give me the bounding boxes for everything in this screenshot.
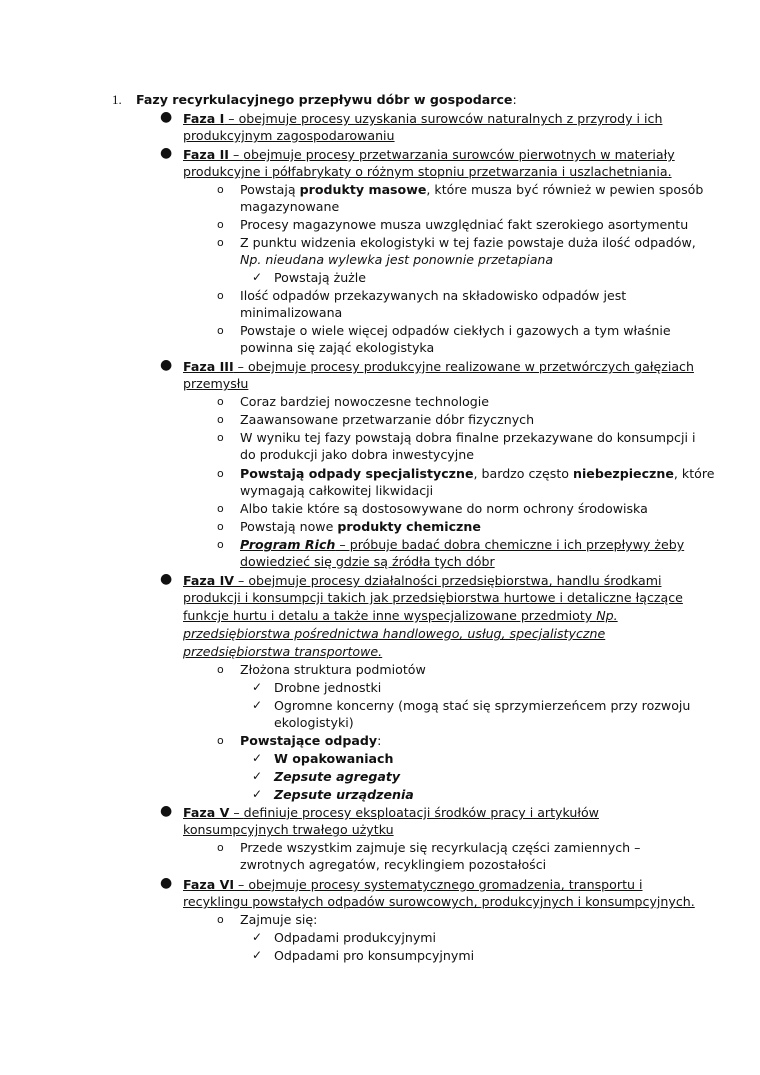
- section-heading: Fazy recyrkulacyjnego przepływu dóbr w gospodarce:: [136, 92, 517, 107]
- phase3-item3-cont: do produkcji jako dobra inwestycyjne: [240, 447, 474, 462]
- phase3-item7: Program Rich – próbuje badać dobra chemiczne i ich przepływy żeby: [240, 537, 685, 552]
- phase1-line1: Faza I – obejmuje procesy uzyskania surowców naturalnych z przyrody i ich: [183, 111, 663, 126]
- bullet-icon: ●: [160, 571, 173, 587]
- phase2-check1: Powstają żużle: [274, 270, 367, 285]
- phase2-line2: produkcyjne i półfabrykaty o różnym stopniu przetwarzania i uszlachetniania.: [183, 164, 672, 179]
- phase3-item5: Albo takie które są dostosowywane do norm ochrony środowiska: [240, 501, 648, 516]
- phase3-item4-cont: wymagają całkowitej likwidacji: [240, 483, 434, 498]
- phase3-item2: Zaawansowane przetwarzanie dóbr fizycznych: [240, 412, 535, 427]
- phase3-item1: Coraz bardziej nowoczesne technologie: [240, 394, 490, 409]
- phase3-item6: Powstają nowe produkty chemiczne: [240, 519, 481, 534]
- bullet-icon: ●: [160, 357, 173, 373]
- phase2-item3-cont: Np. nieudana wylewka jest ponownie przetapiana: [240, 252, 554, 267]
- circle-bullet-icon: o: [217, 538, 224, 551]
- phase6-line1: Faza VI – obejmuje procesy systematycznego gromadzenia, transportu i: [183, 877, 643, 892]
- phase4-line5: przedsiębiorstwa transportowe.: [183, 644, 383, 659]
- phase2-line1: Faza II – obejmuje procesy przetwarzania surowców pierwotnych w materiały: [183, 147, 675, 162]
- phase2-item1: Powstają produkty masowe, które musza być również w pewien sposób: [240, 182, 704, 197]
- checkmark-icon: ✓: [252, 787, 263, 801]
- phase3-line2: przemysłu: [183, 376, 249, 391]
- phase4-check5: Zepsute urządzenia: [274, 787, 414, 802]
- checkmark-icon: ✓: [252, 270, 263, 284]
- checkmark-icon: ✓: [252, 698, 263, 712]
- list-number: 1.: [112, 92, 122, 107]
- checkmark-icon: ✓: [252, 769, 263, 783]
- phase5-item1: Przede wszystkim zajmuje się recyrkulacją części zamiennych –: [240, 840, 641, 855]
- phase4-line3: funkcje hurtu i detalu a także inne wyspecjalizowane przedmioty Np.: [183, 608, 618, 623]
- circle-bullet-icon: o: [217, 218, 224, 231]
- phase4-item1: Złożona struktura podmiotów: [240, 662, 426, 677]
- phase4-item2: Powstające odpady:: [240, 733, 382, 748]
- circle-bullet-icon: o: [217, 663, 224, 676]
- circle-bullet-icon: o: [217, 289, 224, 302]
- bullet-icon: ●: [160, 875, 173, 891]
- phase3-item7-cont: dowiedzieć się gdzie są źródła tych dóbr: [240, 554, 495, 569]
- circle-bullet-icon: o: [217, 502, 224, 515]
- phase2-item4-cont: minimalizowana: [240, 305, 343, 320]
- checkmark-icon: ✓: [252, 948, 263, 962]
- circle-bullet-icon: o: [217, 236, 224, 249]
- phase3-item3: W wyniku tej fazy powstają dobra finalne przekazywane do konsumpcji i: [240, 430, 696, 445]
- phase5-line1: Faza V – definiuje procesy eksploatacji środków pracy i artykułów: [183, 805, 599, 820]
- phase2-item2: Procesy magazynowe musza uwzględniać fakt szerokiego asortymentu: [240, 217, 689, 232]
- phase4-check2: Ogromne koncerny (mogą stać się sprzymierzeńcem przy rozwoju: [274, 698, 691, 713]
- phase4-line1: Faza IV – obejmuje procesy działalności przedsiębiorstwa, handlu środkami: [183, 573, 662, 588]
- phase4-check1: Drobne jednostki: [274, 680, 382, 695]
- bullet-icon: ●: [160, 109, 173, 125]
- phase6-check2: Odpadami pro konsumpcyjnymi: [274, 948, 475, 963]
- phase2-item4: Ilość odpadów przekazywanych na składowisko odpadów jest: [240, 288, 627, 303]
- circle-bullet-icon: o: [217, 913, 224, 926]
- phase4-check2-cont: ekologistyki): [274, 715, 354, 730]
- phase3-item4: Powstają odpady specjalistyczne, bardzo często niebezpieczne, które: [240, 466, 715, 481]
- phase1-line2: produkcyjnym zagospodarowaniu: [183, 128, 395, 143]
- circle-bullet-icon: o: [217, 413, 224, 426]
- phase4-check3: W opakowaniach: [274, 751, 394, 766]
- phase4-check4: Zepsute agregaty: [274, 769, 401, 784]
- checkmark-icon: ✓: [252, 751, 263, 765]
- phase2-item5-cont: powinna się zająć ekologistyka: [240, 340, 435, 355]
- phase6-item1: Zajmuje się:: [240, 912, 318, 927]
- bullet-icon: ●: [160, 145, 173, 161]
- phase2-item3: Z punktu widzenia ekologistyki w tej fazie powstaje duża ilość odpadów,: [240, 235, 696, 250]
- circle-bullet-icon: o: [217, 520, 224, 533]
- phase4-line2: produkcji i konsumpcji takich jak przedsiębiorstwa hurtowe i detaliczne łączące: [183, 590, 683, 605]
- circle-bullet-icon: o: [217, 324, 224, 337]
- phase6-line2: recyklingu powstałych odpadów surowcowych, produkcyjnych i konsumpcyjnych.: [183, 894, 695, 909]
- circle-bullet-icon: o: [217, 734, 224, 747]
- phase5-line2: konsumpcyjnych trwałego użytku: [183, 822, 394, 837]
- bullet-icon: ●: [160, 803, 173, 819]
- phase2-item5: Powstaje o wiele więcej odpadów ciekłych i gazowych a tym właśnie: [240, 323, 671, 338]
- circle-bullet-icon: o: [217, 395, 224, 408]
- phase6-check1: Odpadami produkcyjnymi: [274, 930, 437, 945]
- checkmark-icon: ✓: [252, 930, 263, 944]
- phase3-line1: Faza III – obejmuje procesy produkcyjne realizowane w przetwórczych gałęziach: [183, 359, 694, 374]
- circle-bullet-icon: o: [217, 841, 224, 854]
- circle-bullet-icon: o: [217, 183, 224, 196]
- circle-bullet-icon: o: [217, 431, 224, 444]
- phase2-item1-cont: magazynowane: [240, 199, 340, 214]
- phase4-line4: przedsiębiorstwa pośrednictwa handlowego, usług, specjalistyczne: [183, 626, 606, 641]
- checkmark-icon: ✓: [252, 680, 263, 694]
- circle-bullet-icon: o: [217, 467, 224, 480]
- phase5-item1-cont: zwrotnych agregatów, recyklingiem pozostałości: [240, 857, 547, 872]
